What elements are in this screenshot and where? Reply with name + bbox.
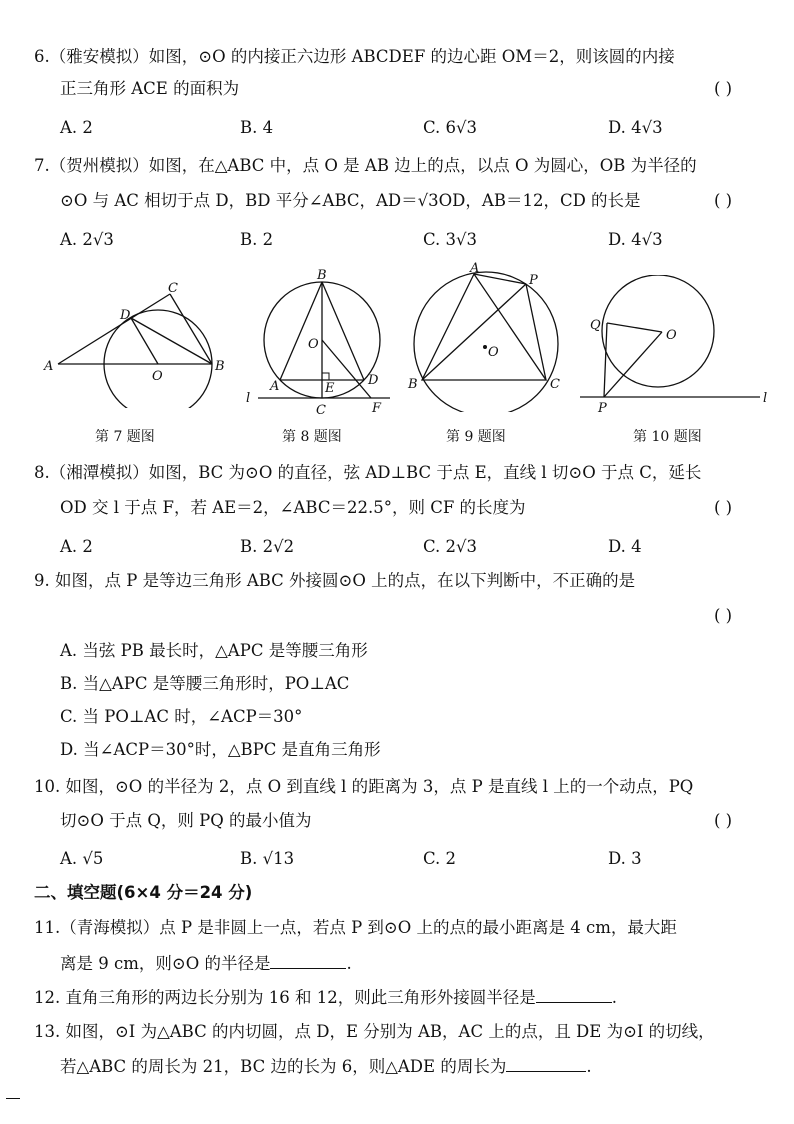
fig8-label-o: O bbox=[308, 337, 319, 352]
q6-option-c: C. 6√3 bbox=[423, 118, 478, 137]
fig8-label-e: E bbox=[325, 381, 335, 396]
fig7-label-o: O bbox=[152, 369, 163, 384]
section-2-heading: 二、填空题(6×4 分＝24 分) bbox=[34, 883, 253, 902]
q13-line1: 13. 如图，⊙I 为△ABC 的内切圆，点 D，E 分别为 AB，AC 上的点，且 DE 为⊙I 的切线， bbox=[34, 1022, 715, 1041]
fig9-label-p: P bbox=[529, 273, 538, 288]
q13-line2-end: . bbox=[586, 1057, 592, 1076]
fig9-line-pb bbox=[422, 284, 526, 380]
fig10-label-p: P bbox=[598, 401, 607, 415]
figure-9-diagram bbox=[400, 262, 575, 412]
q9-answer-paren: ( ) bbox=[714, 606, 733, 625]
fig7-line-do bbox=[131, 318, 158, 364]
fig7-line-db bbox=[131, 318, 212, 364]
q10-answer-paren: ( ) bbox=[714, 811, 733, 830]
figure-10-diagram bbox=[580, 275, 780, 415]
q9-option-b: B. 当△APC 是等腰三角形时，PO⊥AC bbox=[60, 674, 350, 693]
fig9-label-a: A bbox=[470, 262, 480, 276]
fig7-caption: 第 7 题图 bbox=[95, 429, 155, 445]
fig9-label-o: O bbox=[488, 345, 499, 360]
q11-line2-end: . bbox=[346, 954, 352, 973]
fig8-label-d: D bbox=[368, 373, 379, 388]
q6-option-a: A. 2 bbox=[60, 118, 93, 137]
q9-option-a: A. 当弦 PB 最长时，△APC 是等腰三角形 bbox=[60, 641, 368, 660]
q8-answer-paren: ( ) bbox=[714, 498, 733, 517]
fig8-label-l: l bbox=[246, 391, 251, 406]
fig8-line-ba bbox=[280, 282, 322, 380]
fig7-line-ac bbox=[58, 294, 170, 364]
q10-option-c: C. 2 bbox=[423, 849, 457, 868]
q13-line2 bbox=[60, 1055, 592, 1078]
fig9-label-b: B bbox=[408, 377, 418, 392]
fig8-right-angle-mark bbox=[322, 373, 329, 380]
fig9-center-dot bbox=[483, 345, 487, 349]
q9-option-d: D. 当∠ACP＝30°时，△BPC 是直角三角形 bbox=[60, 740, 381, 759]
q7-answer-paren: ( ) bbox=[714, 191, 733, 210]
q8-option-d: D. 4 bbox=[608, 537, 642, 556]
q6-option-d: D. 4√3 bbox=[608, 118, 663, 137]
q12-line1-text: 12. 直角三角形的两边长分别为 16 和 12，则此三角形外接圆半径是 bbox=[34, 988, 536, 1007]
fig10-radius-oq bbox=[607, 323, 662, 332]
q8-option-b: B. 2√2 bbox=[240, 537, 295, 556]
q13-answer-blank[interactable] bbox=[506, 1055, 586, 1072]
q12-answer-blank[interactable] bbox=[536, 986, 612, 1003]
fig7-label-b: B bbox=[215, 359, 225, 374]
q8-option-c: C. 2√3 bbox=[423, 537, 478, 556]
q10-line1: 10. 如图，⊙O 的半径为 2，点 O 到直线 l 的距离为 3，点 P 是直线 l 上的一个动点，PQ bbox=[34, 777, 694, 796]
fig9-caption: 第 9 题图 bbox=[446, 429, 506, 445]
q9-line1: 9. 如图，点 P 是等边三角形 ABC 外接圆⊙O 上的点，在以下判断中，不正确的是 bbox=[34, 571, 636, 590]
fig10-label-q: Q bbox=[590, 318, 601, 333]
q13-line2-text: 若△ABC 的周长为 21，BC 边的长为 6，则△ADE 的周长为 bbox=[60, 1057, 507, 1076]
q8-line2: OD 交 l 于点 F，若 AE＝2，∠ABC＝22.5°，则 CF 的长度为 bbox=[60, 498, 526, 517]
q9-option-c: C. 当 PO⊥AC 时，∠ACP＝30° bbox=[60, 707, 303, 726]
q10-option-d: D. 3 bbox=[608, 849, 642, 868]
fig8-label-c: C bbox=[316, 403, 326, 418]
fig8-label-f: F bbox=[372, 401, 382, 416]
fig7-label-a: A bbox=[44, 359, 54, 374]
q6-line1: 6.（雅安模拟）如图，⊙O 的内接正六边形 ABCDEF 的边心距 OM＝2，则该圆的内接 bbox=[34, 47, 675, 66]
fig7-label-c: C bbox=[168, 281, 178, 296]
q7-option-d: D. 4√3 bbox=[608, 230, 663, 249]
q7-line2: ⊙O 与 AC 相切于点 D，BD 平分∠ABC，AD＝√3OD，AB＝12，CD 的长是 bbox=[60, 191, 641, 210]
q8-option-a: A. 2 bbox=[60, 537, 93, 556]
q6-line2: 正三角形 ACE 的面积为 bbox=[60, 79, 240, 98]
q7-option-a: A. 2√3 bbox=[60, 230, 114, 249]
q6-option-b: B. 4 bbox=[240, 118, 274, 137]
q7-option-c: C. 3√3 bbox=[423, 230, 478, 249]
q10-line2: 切⊙O 于点 Q，则 PQ 的最小值为 bbox=[60, 811, 312, 830]
q11-line1: 11.（青海模拟）点 P 是非圆上一点，若点 P 到⊙O 上的点的最小距离是 4 cm，最大距 bbox=[34, 918, 677, 937]
fig10-label-o: O bbox=[666, 328, 677, 343]
fig8-label-a: A bbox=[270, 379, 280, 394]
fig10-label-l: l bbox=[763, 391, 768, 406]
q12-line1-end: . bbox=[611, 988, 617, 1007]
fig9-label-c: C bbox=[550, 377, 560, 392]
q11-answer-blank[interactable] bbox=[270, 952, 346, 969]
q10-option-a: A. √5 bbox=[60, 849, 104, 868]
page-corner-mark bbox=[6, 1098, 20, 1099]
fig10-tangent-pq bbox=[604, 323, 607, 397]
figure-8-diagram bbox=[240, 268, 405, 418]
figure-7-diagram bbox=[36, 278, 236, 408]
q11-line2 bbox=[60, 952, 352, 975]
fig8-label-b: B bbox=[317, 268, 327, 283]
q12-line1 bbox=[34, 986, 617, 1009]
q10-option-b: B. √13 bbox=[240, 849, 295, 868]
q8-line1: 8.（湘潭模拟）如图，BC 为⊙O 的直径，弦 AD⊥BC 于点 E，直线 l 切⊙O 于点 C，延长 bbox=[34, 463, 702, 482]
fig8-caption: 第 8 题图 bbox=[282, 429, 342, 445]
fig7-line-cb bbox=[170, 294, 212, 364]
q11-line2-text: 离是 9 cm，则⊙O 的半径是 bbox=[60, 954, 271, 973]
fig9-circle bbox=[414, 272, 558, 412]
fig7-label-d: D bbox=[120, 308, 131, 323]
q6-answer-paren: ( ) bbox=[714, 79, 733, 98]
fig10-caption: 第 10 题图 bbox=[633, 429, 702, 445]
q7-line1: 7.（贺州模拟）如图，在△ABC 中，点 O 是 AB 边上的点，以点 O 为圆心，OB 为半径的 bbox=[34, 156, 697, 175]
q7-option-b: B. 2 bbox=[240, 230, 274, 249]
